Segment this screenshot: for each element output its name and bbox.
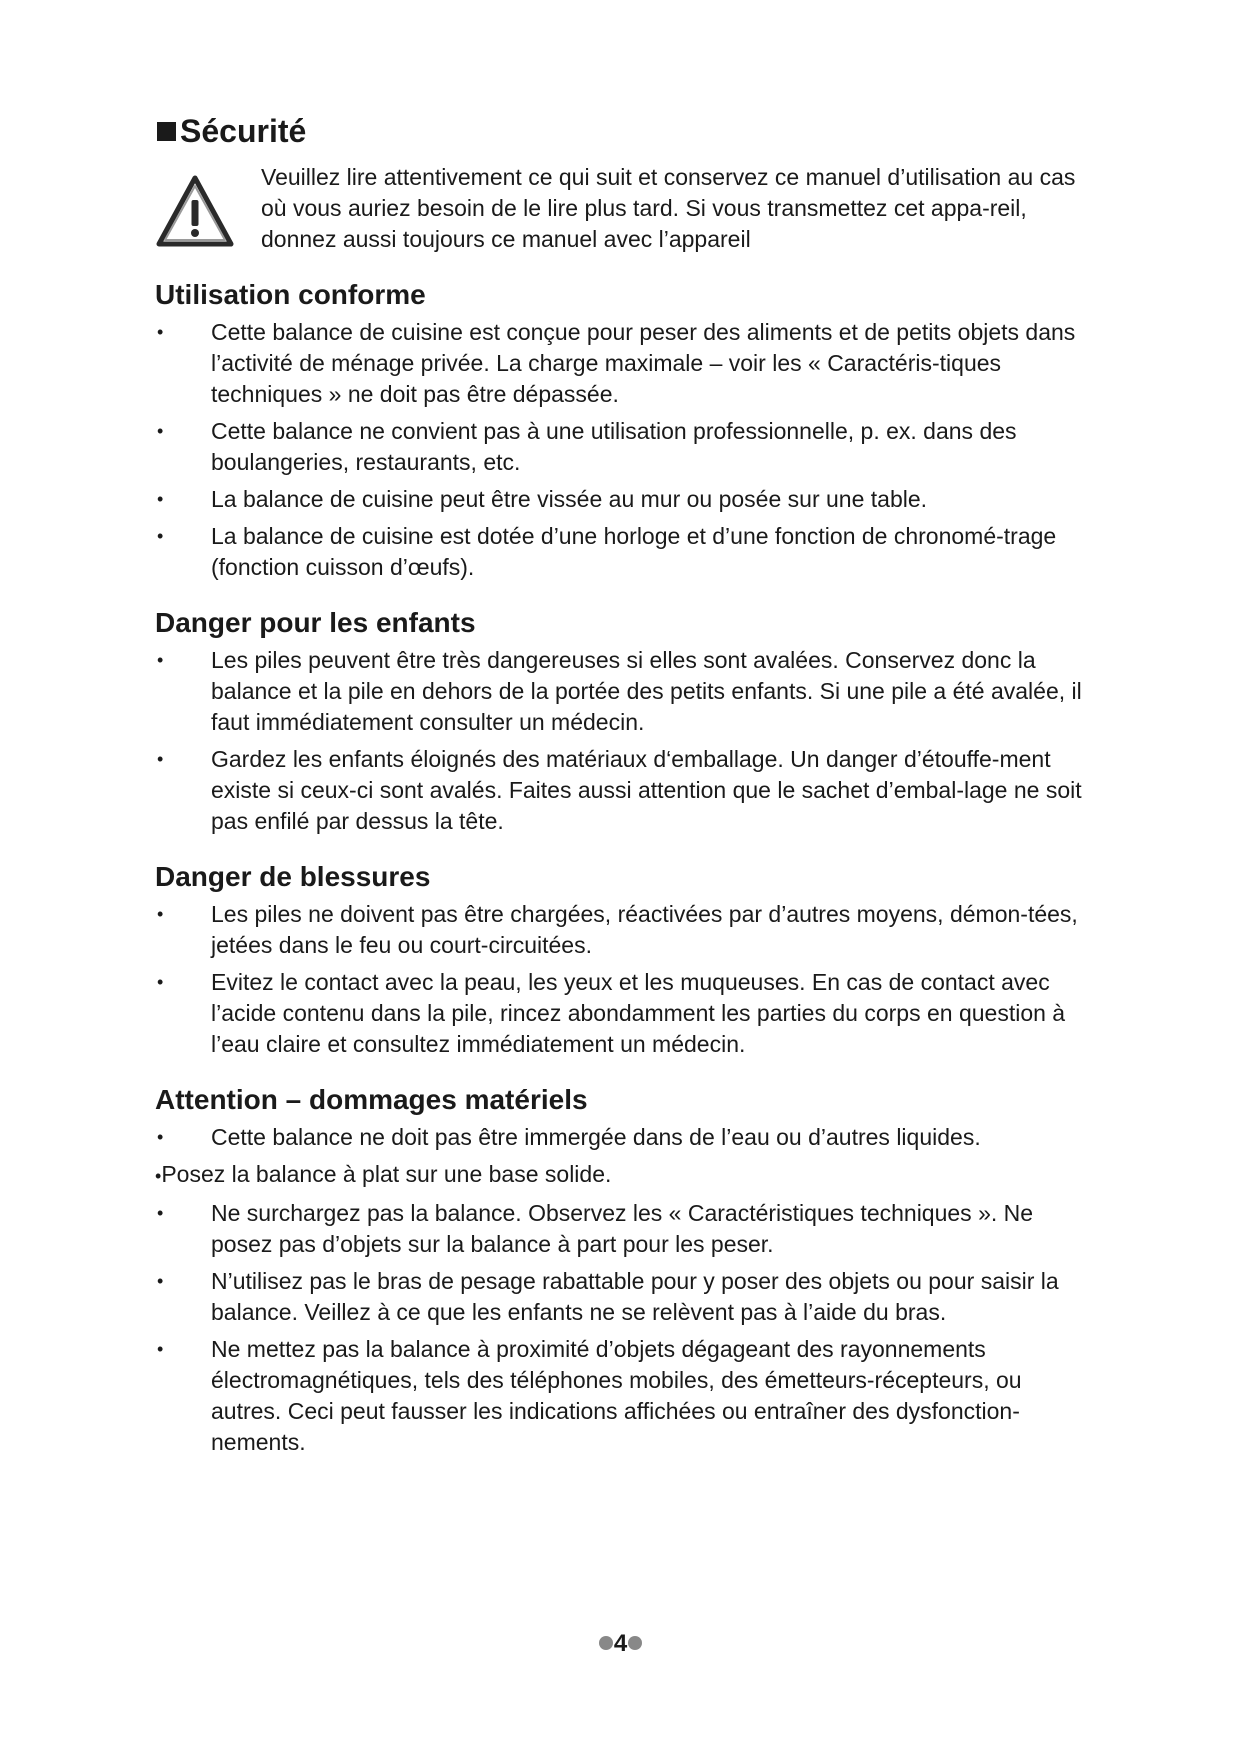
manual-page xyxy=(155,112,1095,1464)
list-item xyxy=(155,967,1095,1060)
list-item xyxy=(155,899,1095,961)
list-item xyxy=(155,317,1095,410)
section xyxy=(155,859,1095,1060)
list-item xyxy=(155,484,1095,515)
list-item-text: Les piles ne doivent pas être chargées, réactivées par d’autres moyens, démon-tées, jetées dans le feu ou court-circuitées. xyxy=(211,901,1078,959)
list-item xyxy=(155,1266,1095,1328)
list-item xyxy=(155,1198,1095,1260)
list-item-text: Cette balance de cuisine est conçue pour peser des aliments et de petits objets dans l’activité de ménage privée. La charge maximale – voir les « Caractéris-tiques techniques » ne doit pas être dépassée. xyxy=(211,319,1076,408)
list-item-text: Cette balance ne doit pas être immergée dans de l’eau ou d’autres liquides. xyxy=(211,1124,981,1151)
section-title: Danger pour les enfants xyxy=(155,607,476,639)
list-item xyxy=(155,1159,1095,1192)
intro-text: Veuillez lire attentivement ce qui suit et conservez ce manuel d’utilisation au cas où vous auriez besoin de le lire plus tard. Si vous transmettez cet appa-reil, donnez aussi toujours ce manuel avec l’appareil xyxy=(261,164,1076,253)
section xyxy=(155,277,1095,583)
list-item-text: Gardez les enfants éloignés des matériaux d‘emballage. Un danger d’étouffe-ment existe si ceux-ci sont avalés. Faites aussi attention que le sachet d’embal-lage ne soit pas enfilé par dessus la tête. xyxy=(211,746,1082,835)
list-item-text: Evitez le contact avec la peau, les yeux et les muqueuses. En cas de contact avec l’acide contenu dans la pile, rincez abondamment les parties du corps en question à l’eau claire et consultez immédiatement un médecin. xyxy=(211,969,1066,1058)
sections-container xyxy=(155,277,1095,1458)
bullet-list xyxy=(155,645,1095,837)
bullet-icon: • xyxy=(157,1127,164,1148)
safety-intro xyxy=(155,162,1095,255)
page-title-text: Sécurité xyxy=(180,113,307,149)
bullet-icon: • xyxy=(157,972,164,993)
list-item-text: Ne surchargez pas la balance. Observez les « Caractéristiques techniques ». Ne posez pas d’objets sur la balance à part pour les peser. xyxy=(211,1200,1034,1258)
bullet-icon: • xyxy=(157,322,164,343)
list-item xyxy=(155,1334,1095,1458)
list-item xyxy=(155,1122,1095,1153)
bullet-icon: • xyxy=(157,749,164,770)
bullet-icon: • xyxy=(157,650,164,671)
bullet-icon: • xyxy=(157,526,164,547)
bullet-list xyxy=(155,899,1095,1060)
page-number xyxy=(0,1630,1241,1658)
page-dot-left-icon xyxy=(599,1636,613,1650)
section-title: Danger de blessures xyxy=(155,861,431,893)
list-item-text: Ne mettez pas la balance à proximité d’objets dégageant des rayonnements électromagnétiques, tels des téléphones mobiles, des émetteurs-récepteurs, ou autres. Ceci peut fausser les indications affichées ou entraîner des dysfonction-nements. xyxy=(211,1336,1022,1456)
bullet-icon: • xyxy=(157,421,164,442)
bullet-icon: • xyxy=(155,1166,162,1187)
list-item xyxy=(155,744,1095,837)
page-number-text: 4 xyxy=(613,1630,628,1657)
list-item-text: Cette balance ne convient pas à une utilisation professionnelle, p. ex. dans des boulangeries, restaurants, etc. xyxy=(211,418,1017,476)
section xyxy=(155,1082,1095,1458)
section-title: Attention – dommages matériels xyxy=(155,1084,588,1116)
list-item xyxy=(155,521,1095,583)
bullet-list xyxy=(155,1122,1095,1458)
page-title xyxy=(155,112,1095,150)
bullet-icon: • xyxy=(157,489,164,510)
bullet-icon: • xyxy=(157,1271,164,1292)
bullet-icon: • xyxy=(157,904,164,925)
square-marker-icon xyxy=(157,122,176,141)
list-item-text: Posez la balance à plat sur une base solide. xyxy=(161,1161,612,1188)
list-item-text: N’utilisez pas le bras de pesage rabattable pour y poser des objets ou pour saisir la balance. Veillez à ce que les enfants ne se relèvent pas à l’aide du bras. xyxy=(211,1268,1059,1326)
list-item xyxy=(155,645,1095,738)
page-dot-right-icon xyxy=(628,1636,642,1650)
bullet-icon: • xyxy=(157,1339,164,1360)
list-item xyxy=(155,416,1095,478)
list-item-text: Les piles peuvent être très dangereuses si elles sont avalées. Conservez donc la balance et la pile en dehors de la portée des petits enfants. Si une pile a été avalée, il faut immédiatement consulter un médecin. xyxy=(211,647,1082,736)
section xyxy=(155,605,1095,837)
bullet-icon: • xyxy=(157,1203,164,1224)
list-item-text: La balance de cuisine peut être vissée au mur ou posée sur une table. xyxy=(211,486,928,513)
bullet-list xyxy=(155,317,1095,583)
list-item-text: La balance de cuisine est dotée d’une horloge et d’une fonction de chronomé-trage (fonction cuisson d’œufs). xyxy=(211,523,1057,581)
warning-triangle-icon xyxy=(155,172,235,252)
section-title: Utilisation conforme xyxy=(155,279,426,311)
